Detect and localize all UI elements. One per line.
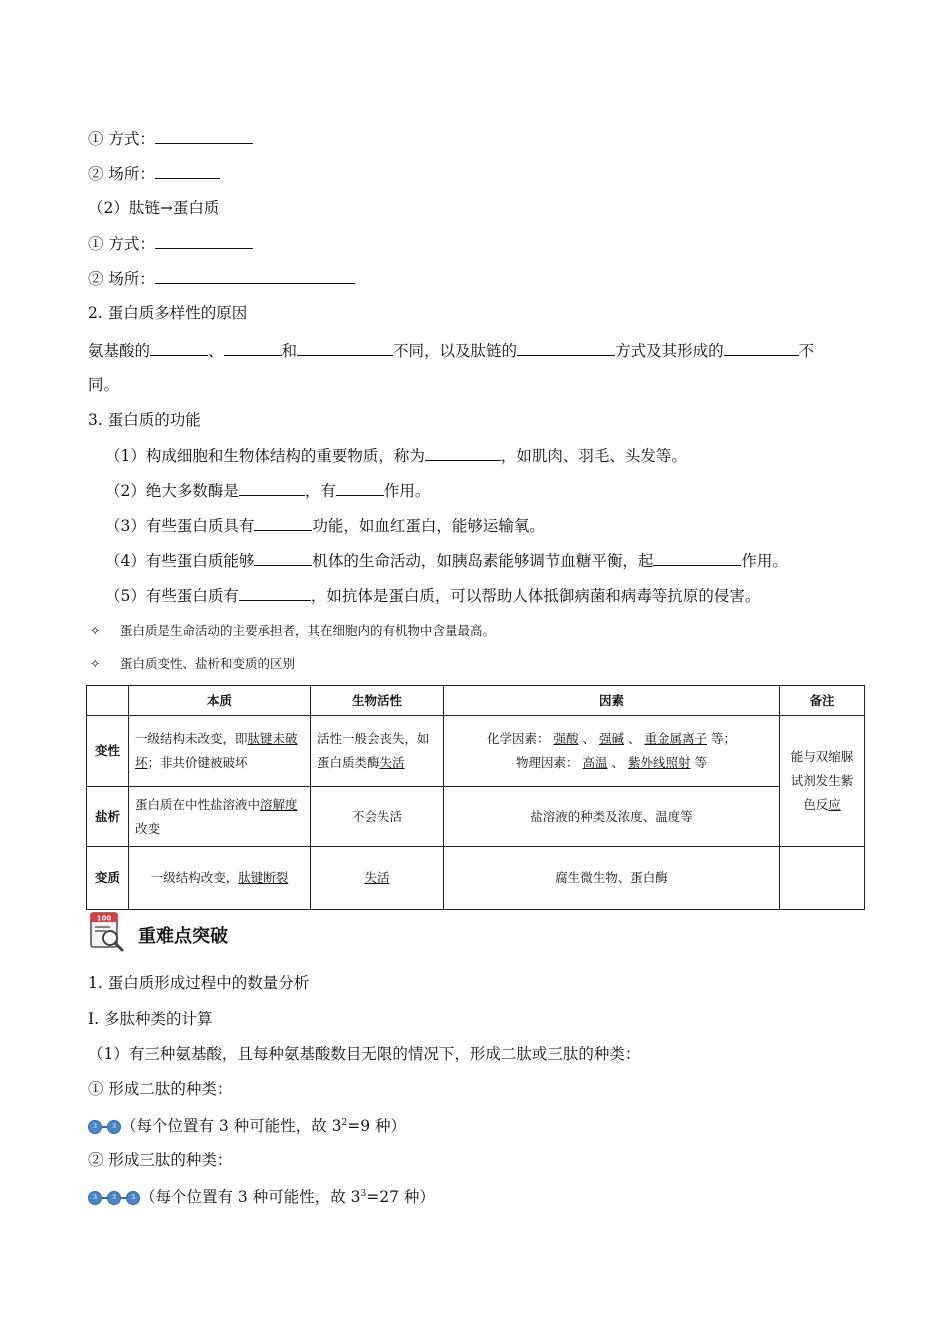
bead-chain-icon <box>88 1188 140 1206</box>
function-item-5: （5）有些蛋白质有 ，如抗体是蛋白质，可以帮助人体抵御病菌和病毒等抗原的侵害。 <box>105 587 761 605</box>
diversity-sentence-end: 同。 <box>88 376 120 394</box>
step-heading: （2）肽链→蛋白质 <box>88 199 220 217</box>
physical-factors: 物理因素： 高温 、 紫外线照射 等 <box>515 755 707 771</box>
bead-icon: 3 <box>107 1120 121 1134</box>
table-row <box>87 847 865 910</box>
comparison-table <box>86 685 865 910</box>
table-row <box>87 787 865 847</box>
protein-process-method: ① 方式： <box>88 233 253 254</box>
breakthrough-heading: 1. 蛋白质形成过程中的数量分析 <box>88 974 310 992</box>
dipeptide-explanation: 3 3 （每个位置有 3 种可能性，故 $3^2=9$ 种） <box>88 1113 406 1136</box>
essence-cell: 蛋白质在中性盐溶液中溶解度改变 <box>129 787 311 847</box>
answer-blank[interactable] <box>155 268 355 284</box>
sparkle-icon: ✧ <box>90 656 101 671</box>
answer-blank[interactable] <box>724 340 799 356</box>
function-item-2: （2）绝大多数酶是 ，有 作用。 <box>105 482 431 500</box>
answer-blank[interactable] <box>224 340 282 356</box>
essence-cell: 一级结构未改变，即肽键未破坏；非共价键被破坏 <box>129 716 311 787</box>
row-head-salting-out: 盐析 <box>87 787 129 847</box>
factor-cell: 盐溶液的种类及浓度、温度等 <box>444 787 780 847</box>
icon-score-text: 100 <box>96 914 112 923</box>
factor-cell <box>444 716 780 787</box>
activity-cell: 活性一般会丧失，如蛋白质类酶失活 <box>311 716 444 787</box>
tripeptide-explanation: 3 3 3 （每个位置有 3 种可能性，故 $3^3=27$ 种） <box>88 1184 435 1207</box>
essence-cell: 一级结构改变，肽键断裂 <box>129 847 311 910</box>
dipeptide-heading: ① 形成二肽的种类： <box>88 1080 233 1098</box>
function-item-1: （1）构成细胞和生物体结构的重要物质，称为 ，如肌肉、羽毛、头发等。 <box>105 447 687 465</box>
bead-icon: 3 <box>126 1191 140 1205</box>
bead-chain-icon <box>88 1117 121 1135</box>
row-head-spoilage: 变质 <box>87 847 129 910</box>
answer-blank[interactable] <box>254 515 312 531</box>
breakthrough-question: （1）有三种氨基酸，且每种氨基酸数目无限的情况下，形成二肽或三肽的种类： <box>88 1045 641 1063</box>
header-cell <box>87 686 129 716</box>
answer-blank[interactable] <box>155 163 220 179</box>
answer-blank[interactable] <box>239 480 305 496</box>
chemical-factors: 化学因素： 强酸 、 强碱 、 重金属离子 等； <box>486 731 736 747</box>
answer-blank[interactable] <box>150 340 208 356</box>
answer-blank[interactable] <box>425 445 501 461</box>
answer-blank[interactable] <box>254 550 312 566</box>
table-header-row <box>87 686 865 716</box>
answer-blank[interactable] <box>297 340 393 356</box>
header-cell: 本质 <box>129 686 311 716</box>
remark-cell-empty <box>780 847 865 910</box>
answer-blank[interactable] <box>336 480 384 496</box>
breakthrough-subheading: I. 多肽种类的计算 <box>88 1010 213 1028</box>
header-cell: 生物活性 <box>311 686 444 716</box>
factor-cell: 腐生微生物、蛋白酶 <box>444 847 780 910</box>
function-item-3: （3）有些蛋白质具有 功能，如血红蛋白，能够运输氧。 <box>105 517 545 535</box>
remark-cell: 能与双缩脲试剂发生紫色反应 <box>780 716 865 847</box>
note-table-caption: ✧ 蛋白质变性、盐析和变质的区别 <box>90 656 296 671</box>
section-header <box>88 910 388 954</box>
header-cell: 因素 <box>444 686 780 716</box>
row-head-denaturation: 变性 <box>87 716 129 787</box>
diversity-sentence: 氨基酸的 、 和 不同，以及肽链的 方式及其形成的 不 <box>88 342 815 360</box>
activity-cell: 不会失活 <box>311 787 444 847</box>
answer-blank[interactable] <box>155 128 253 144</box>
answer-blank[interactable] <box>653 550 741 566</box>
section-title: 重难点突破 <box>138 926 228 947</box>
answer-blank[interactable] <box>239 585 311 601</box>
activity-cell: 失活 <box>311 847 444 910</box>
table-row <box>87 716 865 787</box>
sparkle-icon: ✧ <box>90 623 101 638</box>
answer-blank[interactable] <box>155 233 253 249</box>
note-protein-role: ✧ 蛋白质是生命活动的主要承担者，其在细胞内的有机物中含量最高。 <box>90 623 496 638</box>
bead-icon: 3 <box>107 1191 121 1205</box>
protein-process-method: ① 方式： <box>88 128 253 149</box>
bead-icon: 3 <box>88 1191 102 1205</box>
section-heading: 3. 蛋白质的功能 <box>88 411 201 429</box>
magnifier-document-icon <box>88 910 128 954</box>
function-item-4: （4）有些蛋白质能够 机体的生命活动，如胰岛素能够调节血糖平衡，起 作用。 <box>105 552 788 570</box>
section-heading: 2. 蛋白质多样性的原因 <box>88 304 248 322</box>
header-cell: 备注 <box>780 686 865 716</box>
tripeptide-heading: ② 形成三肽的种类： <box>88 1151 233 1169</box>
answer-blank[interactable] <box>517 340 615 356</box>
protein-process-site: ② 场所： <box>88 163 220 184</box>
bead-icon: 3 <box>88 1120 102 1134</box>
protein-process-site: ② 场所： <box>88 268 355 289</box>
